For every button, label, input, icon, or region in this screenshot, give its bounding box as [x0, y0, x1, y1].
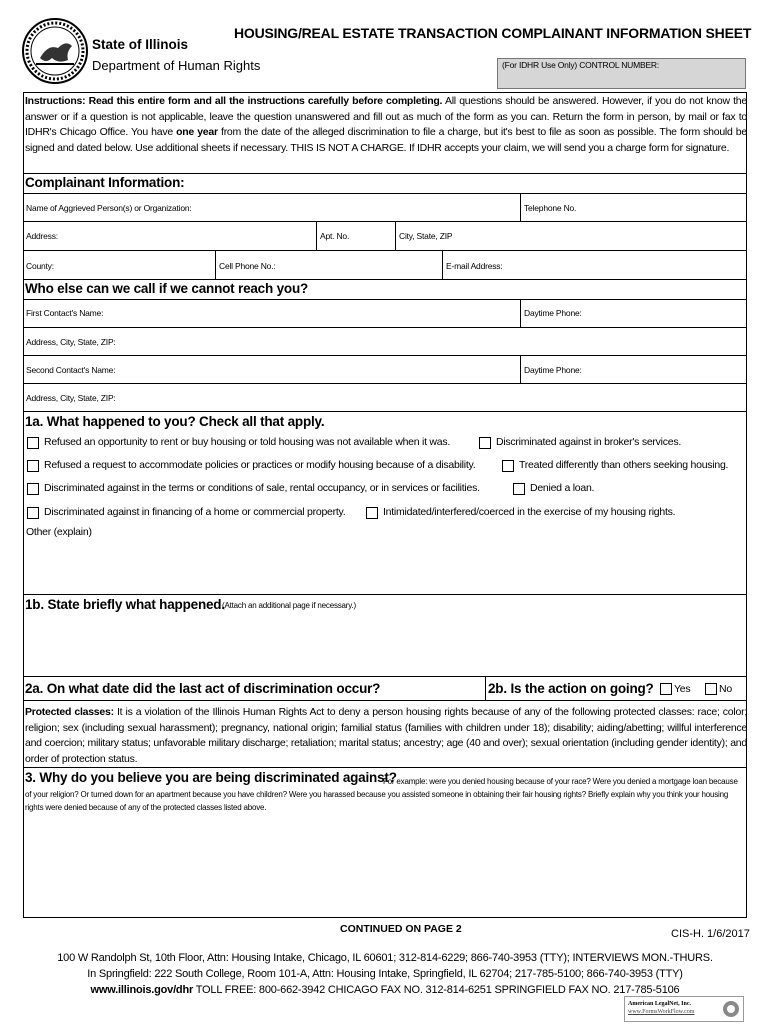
protected-classes — [25, 705, 747, 767]
stamp-url: www.FormsWorkFlow.com — [628, 1009, 695, 1015]
form-title: HOUSING/REAL ESTATE TRANSACTION COMPLAINANT INFORMATION SHEET — [234, 25, 752, 41]
name-field[interactable] — [23, 193, 520, 221]
q1b-note: (Attach an additional page if necessary.) — [222, 601, 356, 610]
checkbox-refused-rent-buy[interactable] — [27, 437, 39, 449]
q3-heading: 3. Why do you believe you are being discriminated against? — [25, 770, 397, 785]
checkbox-treated-differently[interactable] — [502, 460, 514, 472]
checkbox-terms-conditions[interactable] — [27, 483, 39, 495]
email-label: E-mail Address: — [446, 261, 503, 271]
address-field[interactable] — [23, 221, 316, 250]
second-contact-address-field[interactable] — [23, 383, 747, 411]
protected-lead: Protected classes: — [25, 706, 114, 718]
last-act-date-field[interactable] — [23, 676, 485, 700]
control-number-label: (For IDHR Use Only) CONTROL NUMBER: — [502, 60, 660, 70]
checkbox-refused-accommodation[interactable] — [27, 460, 39, 472]
checkbox-denied-loan[interactable] — [513, 483, 525, 495]
apt-field[interactable] — [317, 221, 395, 250]
control-number-field[interactable] — [497, 58, 746, 89]
instructions-text-a: All questions should be answered. However, if you do not know the answer or if a question is not applicable, leave the question unanswered and fill out as much of the form as you can. Return the form in person, by mail or fax to IDHR's Chicago Office. You have — [25, 95, 747, 139]
stamp-company: American LegalNet, Inc. — [628, 1001, 691, 1007]
telephone-label: Telephone No. — [524, 203, 577, 213]
option-terms-conditions: Discriminated against in the terms or conditions of sale, rental occupancy, or in services or facilities. — [44, 482, 480, 494]
q1b-heading: 1b. State briefly what happened. — [25, 597, 225, 612]
footer-springfield-address: In Springfield: 222 South College, Room 101-A, Attn: Housing Intake, Springfield, IL 62704; 217-785-5100; 866-740-3953 (TTY) — [87, 968, 683, 980]
other-explain-label: Other (explain) — [26, 526, 92, 538]
first-addr-label: Address, City, State, ZIP: — [26, 337, 116, 347]
q2b-heading: 2b. Is the action on going? — [488, 681, 654, 696]
complainant-heading: Complainant Information: — [25, 175, 185, 190]
name-label: Name of Aggrieved Person(s) or Organization: — [26, 203, 192, 213]
ongoing-no-label: No — [719, 683, 732, 695]
checkbox-ongoing-yes[interactable] — [660, 683, 672, 695]
legalnet-stamp — [624, 996, 744, 1022]
option-financing: Discriminated against in financing of a home or commercial property. — [44, 506, 346, 518]
county-label: County: — [26, 261, 54, 271]
second-phone-label: Daytime Phone: — [524, 365, 582, 375]
instructions-deadline: one year — [176, 126, 218, 139]
option-treated-differently: Treated differently than others seeking housing. — [519, 459, 729, 471]
other-explain-field[interactable] — [23, 524, 747, 594]
contacts-heading: Who else can we call if we cannot reach you? — [25, 281, 309, 296]
checkbox-ongoing-no[interactable] — [705, 683, 717, 695]
footer-chicago-address: 100 W Randolph St, 10th Floor, Attn: Housing Intake, Chicago, IL 60601; 312-814-6229; 866-740-3953 (TTY); INTERVIEWS MON.-THURS. — [57, 952, 713, 964]
option-intimidated: Intimidated/interfered/coerced in the exercise of my housing rights. — [383, 506, 676, 518]
first-phone-label: Daytime Phone: — [524, 308, 582, 318]
option-broker-services: Discriminated against in broker's services. — [496, 436, 681, 448]
department-name: Department of Human Rights — [92, 58, 261, 73]
apt-label: Apt. No. — [320, 231, 350, 241]
second-addr-label: Address, City, State, ZIP: — [26, 393, 116, 403]
county-field[interactable] — [23, 250, 215, 279]
instructions — [25, 94, 747, 156]
second-contact-name-field[interactable] — [23, 355, 520, 383]
instructions-text-b: from the date of the alleged discrimination to file a charge, but it's best to file as soon as possible. The form should be signed and dated below. Use additional sheets if necessary. THIS IS NOT A CHARGE. If IDHR accepts your claim, we will send you a charge form for signature. — [25, 126, 747, 154]
option-denied-loan: Denied a loan. — [530, 482, 595, 494]
checkbox-broker-services[interactable] — [479, 437, 491, 449]
agency-name: State of Illinois — [92, 37, 189, 52]
ongoing-yes-label: Yes — [674, 683, 691, 695]
telephone-field[interactable] — [521, 193, 747, 221]
q1a-heading: 1a. What happened to you? Check all that apply. — [25, 414, 325, 429]
option-refused-accommodation: Refused a request to accommodate policies or practices or modify housing because of a disability. — [44, 459, 476, 471]
cell-label: Cell Phone No.: — [219, 261, 276, 271]
first-contact-address-field[interactable] — [23, 327, 747, 355]
address-label: Address: — [26, 231, 58, 241]
city-label: City, State, ZIP — [399, 231, 453, 241]
email-field[interactable] — [443, 250, 747, 279]
footer-website[interactable]: www.illinois.gov/dhr — [90, 984, 194, 996]
option-refused-rent-buy: Refused an opportunity to rent or buy housing or told housing was not available when it was. — [44, 436, 451, 448]
checkbox-financing[interactable] — [27, 507, 39, 519]
q2a-heading: 2a. On what date did the last act of discrimination occur? — [25, 681, 381, 696]
form-id: CIS-H. 1/6/2017 — [671, 928, 750, 940]
city-state-zip-field[interactable] — [396, 221, 747, 250]
second-contact-phone-field[interactable] — [521, 355, 747, 383]
state-seal-icon — [22, 18, 88, 84]
second-contact-label: Second Contact's Name: — [26, 365, 116, 375]
q3-example-text: For example: were you denied housing because of your race? Were you denied a mortgage loan because of your religion? Or turned down for an apartment because you have children? Were you harassed because you assisted someone in obtaining their fair housing rights? Briefly explain why you think your housing rights were denied because of any of the protected classes listed above. — [25, 777, 738, 812]
footer-phone-fax: TOLL FREE: 800-662-3942 CHICAGO FAX NO. 312-814-6251 SPRINGFIELD FAX NO. 217-785-5106 — [193, 984, 680, 996]
instructions-lead: Instructions: Read this entire form and all the instructions carefully before completing. — [25, 95, 443, 107]
what-happened-field[interactable] — [23, 594, 747, 676]
first-contact-phone-field[interactable] — [521, 299, 747, 327]
first-contact-label: First Contact's Name: — [26, 308, 104, 318]
q3-example — [25, 775, 745, 814]
checkbox-intimidated[interactable] — [366, 507, 378, 519]
continued-note: CONTINUED ON PAGE 2 — [340, 923, 462, 935]
stamp-logo-icon — [722, 1000, 740, 1018]
first-contact-name-field[interactable] — [23, 299, 520, 327]
cell-phone-field[interactable] — [216, 250, 442, 279]
footer-contact-line — [0, 984, 770, 996]
protected-text: It is a violation of the Illinois Human Rights Act to deny a person housing rights because of any of the following protected classes: race; color; religion; sex (including sexual harassment); pregnancy, national origin; familial status (families with children under 18); disability; aiding/abetting; willful interference and coercion; military status; unfavorable military discharge; retaliation; marital status; ancestry; age (40 and over); sexual orientation (including gender identity); and order of protection status. — [25, 706, 747, 765]
